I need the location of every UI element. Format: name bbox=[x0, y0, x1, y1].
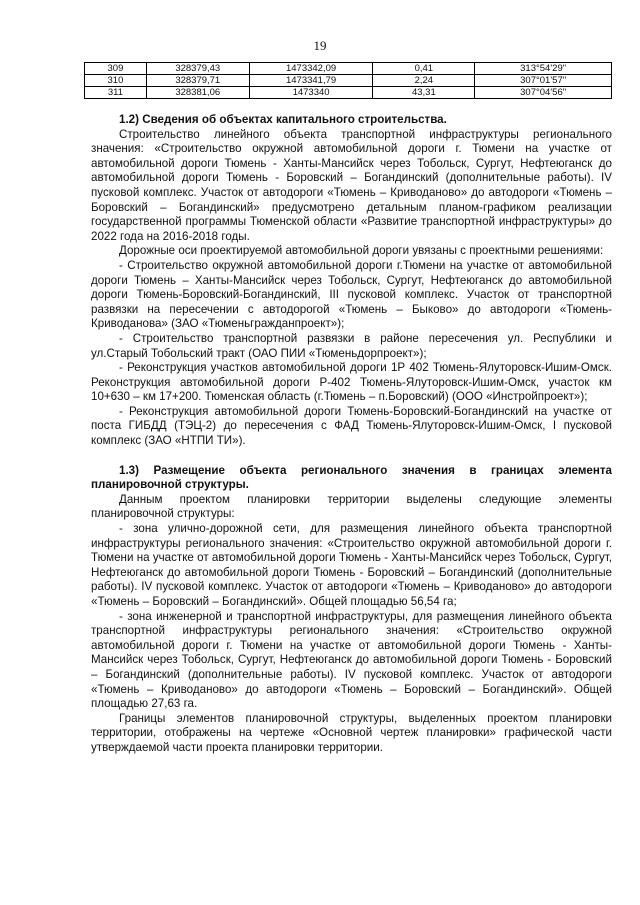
table-cell: 311 bbox=[85, 87, 147, 99]
list-item: - Строительство окружной автомобильной дороги г.Тюмени на участке от автомобильной дороги Тюмень – Ханты-Мансийск через Тобольск, Сургут, Нефтеюганск до автомобильной дороги Тюмень-Боровский-Богандинский, III пусковой комплекс. Участок от транспортной развязки на пересечении с автодорогой «Тюмень – Быково» до автодороги «Тюмень-Криводанова» (ЗАО «Тюменьгражданпроект»); bbox=[91, 258, 612, 331]
table-row bbox=[85, 63, 612, 75]
section-heading: 1.3) Размещение объекта регионального значения в границах элемента планировочной структуры. bbox=[91, 463, 612, 492]
table-cell: 0,41 bbox=[373, 63, 475, 75]
page-number: 19 bbox=[313, 38, 327, 53]
table-row bbox=[85, 75, 612, 87]
section-heading: 1.2) Сведения об объектах капитального строительства. bbox=[119, 113, 447, 126]
coordinates-table bbox=[84, 62, 612, 99]
table-cell: 1473340 bbox=[249, 87, 373, 99]
table-cell: 313°54'29" bbox=[475, 63, 612, 75]
table-cell: 328381,06 bbox=[146, 87, 249, 99]
list-item: - Строительство транспортной развязки в районе пересечения ул. Республики и ул.Старый Тобольский тракт (ОАО ПИИ «Тюменьдорпроект»); bbox=[91, 331, 612, 360]
list-item: - зона инженерной и транспортной инфраструктуры, для размещения линейного объекта транспортной инфраструктуры регионального значения: «Строительство окружной автомобильной дороги г. Тюмени на участке от автомобильной дороги Тюмень - Ханты-Мансийск через Тобольск, Сургут, Нефтеюганск до автомобильной дороги Тюмень - Боровский – Богандинский (дополнительные работы). IV пусковой комплекс. Участок от автодороги «Тюмень – Криводаново» до автодороги «Тюмень – Боровский – Богандинский». Общей площадью 27,63 га. bbox=[91, 609, 612, 711]
paragraph: Строительство линейного объекта транспортной инфраструктуры регионального значения: «Строительство окружной автомобильной дороги г. Тюмени на участке от автомобильной дороги Тюмень - Ханты-Мансийск через Тобольск, Сургут, Нефтеюганск до автомобильной дороги Тюмень - Боровский – Богандинский (дополнительные работы). IV пусковой комплекс. Участок от автодороги «Тюмень – Криводаново» до автодороги «Тюмень – Боровский – Богандинский» предусмотрено детальным планом-графиком реализации государственной программы Тюменской области «Развитие транспортной инфраструктуры» до 2022 года на 2016-2018 годы. bbox=[91, 127, 612, 243]
table-cell: 1473341,79 bbox=[249, 75, 373, 87]
list-item: - зона улично-дорожной сети, для размещения линейного объекта транспортной инфраструктуры регионального значения: «Строительство окружной автомобильной дороги г. Тюмени на участке от автомобильной дороги Тюмень - Ханты-Мансийск через Тобольск, Сургут, Нефтеюганск до автомобильной дороги Тюмень - Боровский – Богандинский (дополнительные работы). IV пусковой комплекс. Участок от автодороги «Тюмень – Криводаново» до автодороги «Тюмень – Боровский – Богандинский». Общей площадью 56,54 га; bbox=[91, 522, 612, 608]
list-item: - Реконструкция автомобильной дороги Тюмень-Боровский-Богандинский на участке от поста ГИБДД (ТЭЦ-2) до пересечения с ФАД Тюмень-Ялуторовск-Ишим-Омск, I пусковой комплекс (ЗАО «НТПИ ТИ»). bbox=[91, 404, 612, 448]
table-cell: 307°04'56" bbox=[475, 87, 612, 99]
table-cell: 310 bbox=[85, 75, 147, 87]
paragraph: Данным проектом планировки территории выделены следующие элементы планировочной структуры: bbox=[91, 492, 612, 521]
table-cell: 2,24 bbox=[373, 75, 475, 87]
table-cell: 1473342,09 bbox=[249, 63, 373, 75]
list-item: - Реконструкция участков автомобильной дороги 1Р 402 Тюмень-Ялуторовск-Ишим-Омск. Реконструкция автомобильной дороги Р-402 Тюмень-Ялуторовск-Ишим-Омск, участок км 10+630 – км 17+200. Тюменская область (г.Тюмень – п.Боровский) (ООО «Инстройпроект»); bbox=[91, 361, 612, 404]
table-cell: 328379,71 bbox=[146, 75, 249, 87]
table-cell: 328379,43 bbox=[146, 63, 249, 75]
table-row bbox=[85, 87, 612, 99]
paragraph: Границы элементов планировочной структуры, выделенных проектом планировки территории, отображены на чертеже «Основной чертеж планировки» графической части утверждаемой части проекта планировки территории. bbox=[91, 711, 612, 754]
document-body bbox=[91, 113, 612, 756]
table-cell: 43,31 bbox=[373, 87, 475, 99]
paragraph: Дорожные оси проектируемой автомобильной дороги увязаны с проектными решениями: bbox=[119, 244, 604, 258]
table-cell: 309 bbox=[85, 63, 147, 75]
table-cell: 307°01'57" bbox=[475, 75, 612, 87]
